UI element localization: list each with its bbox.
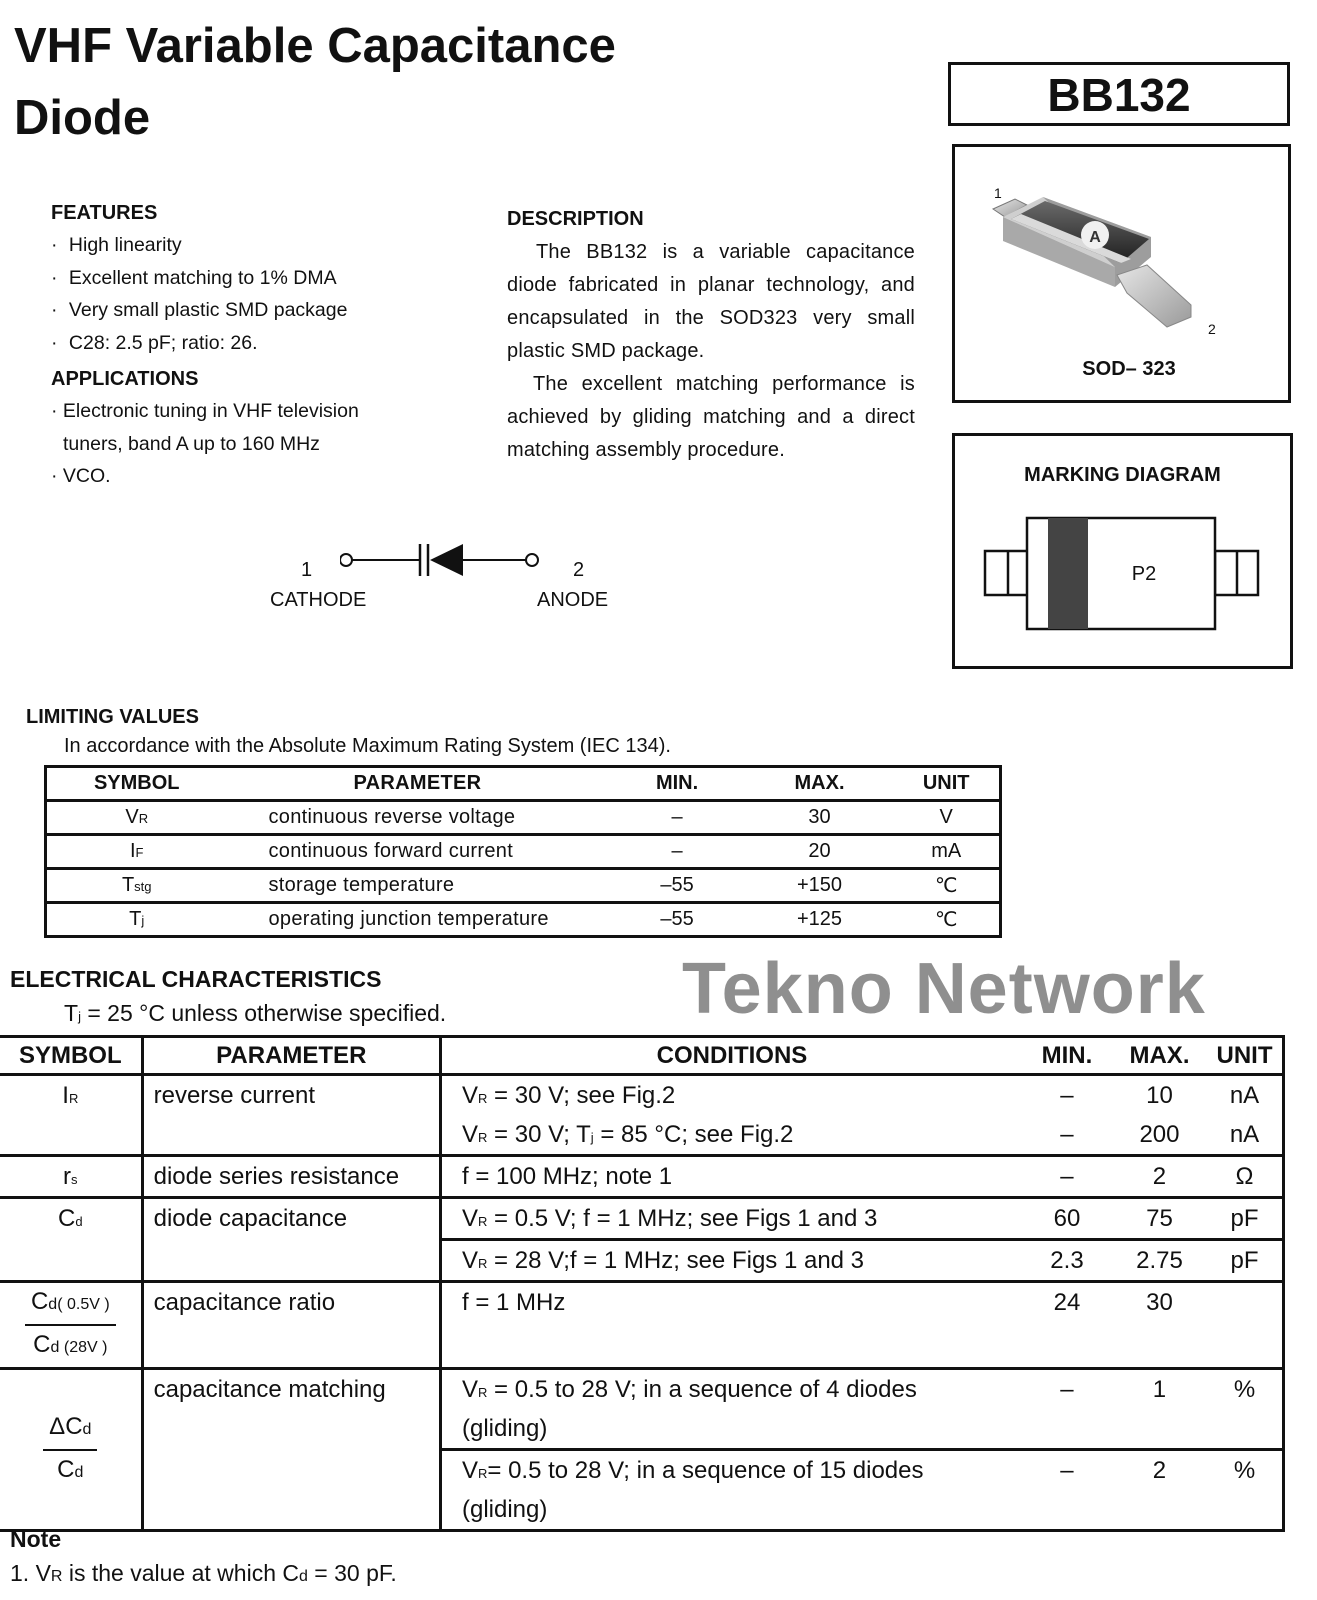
- varicap-diode-symbol: [340, 540, 540, 580]
- electrical-heading: ELECTRICAL CHARACTERISTICS: [10, 966, 382, 992]
- features-list: [51, 229, 347, 359]
- list-item: · Electronic tuning in VHF television: [51, 400, 359, 422]
- package-label: SOD– 323: [1082, 358, 1176, 380]
- electrical-condition: Tj = 25 °C unless otherwise specified.: [64, 1000, 447, 1026]
- col-symbol: SYMBOL: [0, 1037, 142, 1075]
- cathode-pin-number: 1: [301, 559, 313, 581]
- col-min: MIN.: [1022, 1037, 1112, 1075]
- table-row: rs diode series resistance f = 100 MHz; note 1 – 2 Ω: [0, 1156, 1284, 1198]
- features-heading: FEATURES: [51, 202, 158, 224]
- electrical-table: [0, 1035, 1285, 1532]
- matching-symbol: $\frac{\text{ΔCd}}{Cd}$: [43, 1408, 97, 1492]
- col-parameter: PARAMETER: [226, 767, 608, 801]
- title-line2: Diode: [14, 91, 151, 145]
- title-line1: VHF Variable Capacitance: [14, 19, 616, 73]
- table-header-row: [0, 1037, 1284, 1075]
- pin1-number: 1: [994, 185, 1002, 201]
- table-row: $\frac{\text{ΔCd}}{Cd}$ capacitance matching VR = 0.5 to 28 V; in a sequence of 4 diodes (gliding) – 1 % VR= 0.5 to 28 V; in a sequence of 15 diodes (gliding) – 2 %: [0, 1369, 1284, 1531]
- marking-diagram: [955, 436, 1290, 666]
- table-row: Tj operating junction temperature –55 +125 ℃: [46, 903, 1001, 937]
- col-parameter: PARAMETER: [142, 1037, 440, 1075]
- limiting-values-heading: LIMITING VALUES: [26, 706, 199, 728]
- symbol-cell: VR: [46, 801, 227, 835]
- limiting-values-table: [44, 765, 1002, 938]
- part-number-box: BB132: [948, 62, 1290, 126]
- table-row: $\frac{Cd( 0.5V )}{Cd (28V )}$ capacitance ratio f = 1 MHz 24 30: [0, 1282, 1284, 1369]
- col-max: MAX.: [1112, 1037, 1207, 1075]
- list-item-continuation: tuners, band A up to 160 MHz: [63, 432, 320, 455]
- note-text: 1. VR is the value at which Cd = 30 pF.: [10, 1560, 397, 1586]
- col-conditions: CONDITIONS: [440, 1037, 1022, 1075]
- limiting-values-subtitle: In accordance with the Absolute Maximum Rating System (IEC 134).: [64, 735, 671, 757]
- cathode-label: CATHODE: [270, 589, 367, 611]
- table-row: Cd diode capacitance VR = 0.5 V; f = 1 MHz; see Figs 1 and 3 60 75 pF VR = 28 V;f = 1 MHz; see Figs 1 and 3 2.3 2.75 pF: [0, 1198, 1284, 1282]
- col-unit: UNIT: [893, 767, 1000, 801]
- list-item: · C28: 2.5 pF; ratio: 26.: [51, 331, 258, 354]
- watermark: Tekno Network: [682, 949, 1206, 1029]
- symbol-cell: Tstg: [46, 869, 227, 903]
- sod323-package-image: [955, 147, 1288, 400]
- svg-text:A: A: [1089, 229, 1101, 246]
- marking-code: P2: [1131, 563, 1157, 585]
- marking-diagram-box: [952, 433, 1293, 669]
- col-symbol: SYMBOL: [46, 767, 227, 801]
- note-heading: Note: [10, 1526, 62, 1552]
- table-row: Tstg storage temperature –55 +150 ℃: [46, 869, 1001, 903]
- symbol-cell: Tj: [46, 903, 227, 937]
- description-para2: The excellent matching performance is achieved by gliding matching and a direct matching assembly procedure.: [507, 373, 915, 461]
- description-body: [507, 236, 915, 467]
- table-header-row: [46, 767, 1001, 801]
- table-row: IF continuous forward current – 20 mA: [46, 835, 1001, 869]
- package-box: [952, 144, 1291, 403]
- anode-label: ANODE: [537, 589, 609, 611]
- list-item: · High linearity: [51, 234, 182, 256]
- marking-heading: MARKING DIAGRAM: [1024, 464, 1221, 486]
- pin2-number: 2: [1208, 321, 1216, 337]
- description-para1: The BB132 is a variable capacitance diode fabricated in planar technology, and encapsulated in the SOD323 very small plastic SMD package.: [507, 241, 915, 362]
- col-unit: UNIT: [1207, 1037, 1284, 1075]
- list-item: · VCO.: [51, 465, 111, 487]
- table-row: IR reverse current VR = 30 V; see Fig.2 VR = 30 V; Tj = 85 °C; see Fig.2 – – 10 200 nA nA: [0, 1075, 1284, 1156]
- applications-list: [51, 395, 359, 493]
- symbol-cell: IF: [46, 835, 227, 869]
- applications-heading: APPLICATIONS: [51, 368, 199, 390]
- list-item: · Excellent matching to 1% DMA: [51, 266, 337, 289]
- col-max: MAX.: [746, 767, 894, 801]
- col-min: MIN.: [608, 767, 745, 801]
- list-item: · Very small plastic SMD package: [51, 299, 348, 321]
- anode-pin-number: 2: [573, 559, 585, 581]
- description-heading: DESCRIPTION: [507, 208, 644, 230]
- ratio-symbol: $\frac{Cd( 0.5V )}{Cd (28V )}$: [25, 1283, 116, 1367]
- table-row: VR continuous reverse voltage – 30 V: [46, 801, 1001, 835]
